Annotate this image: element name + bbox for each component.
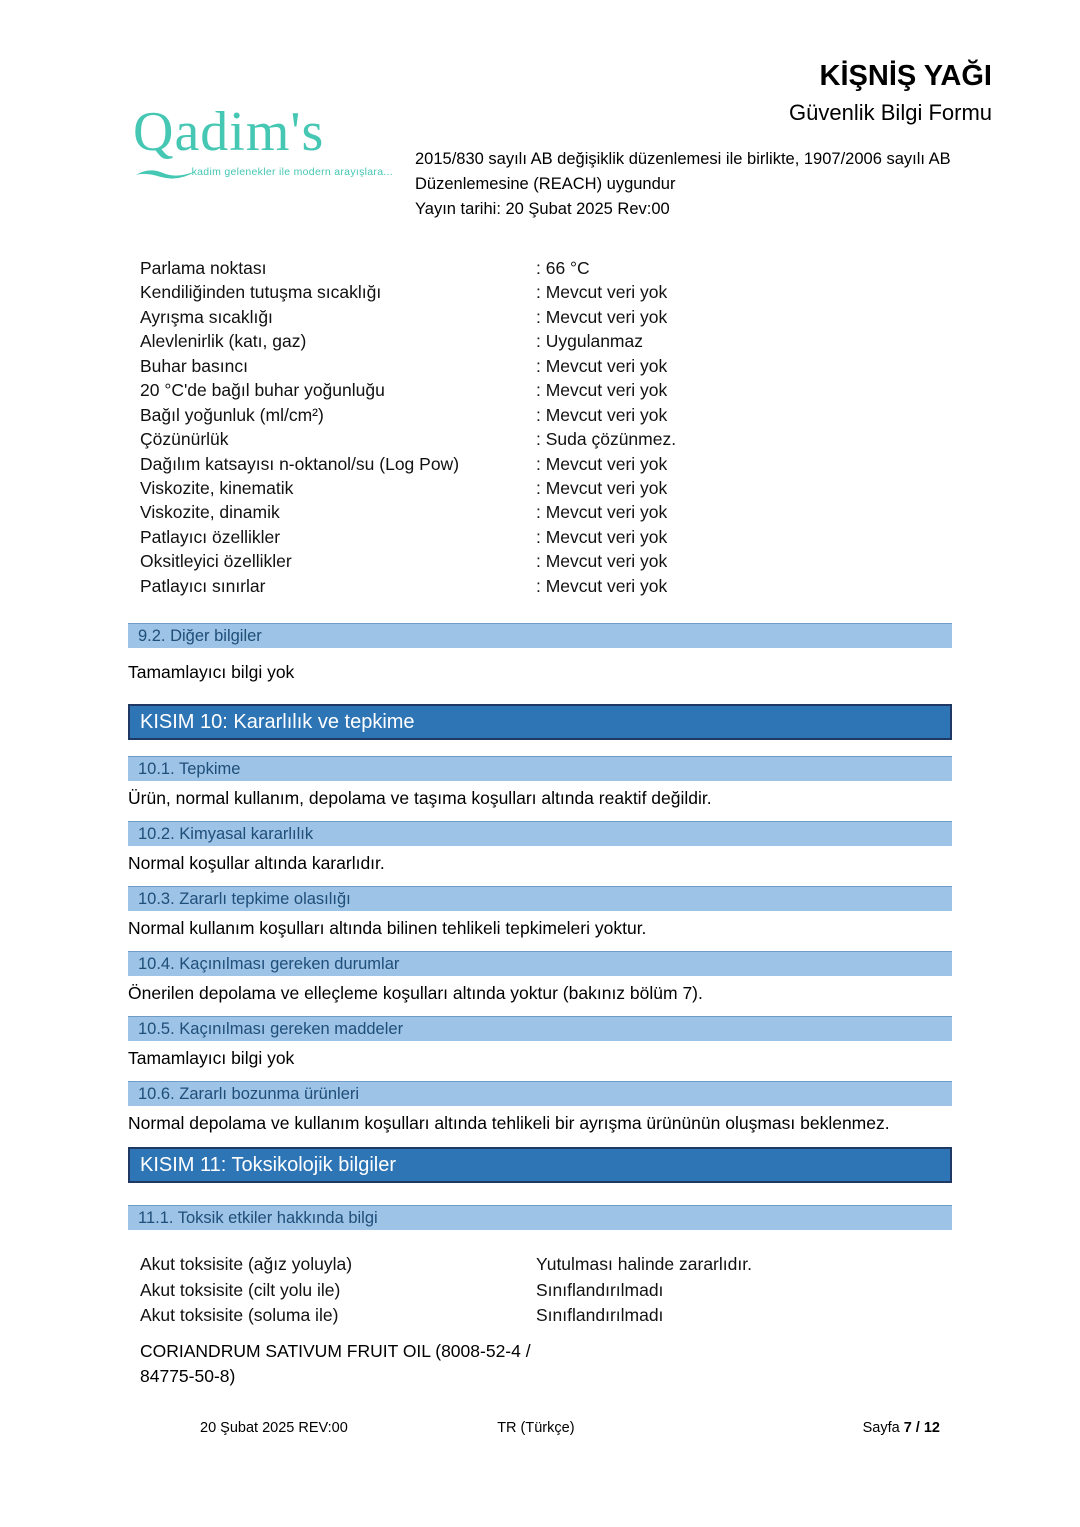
property-value: : Mevcut veri yok: [536, 355, 668, 376]
toxicity-row: [128, 1278, 952, 1304]
property-row: [128, 403, 952, 427]
property-label: Dağılım katsayısı n-oktanol/su (Log Pow): [140, 453, 460, 474]
compliance-statement: [415, 147, 980, 222]
property-value: : Mevcut veri yok: [536, 306, 668, 327]
property-row: [128, 329, 952, 353]
compliance-line-2: Düzenlemesine (REACH) uygundur: [415, 175, 676, 193]
section-header-kisim-11: KISIM 11: Toksikolojik bilgiler: [128, 1147, 952, 1183]
toxicity-label: Akut toksisite (ağız yoluyla): [140, 1254, 353, 1275]
property-value: : Mevcut veri yok: [536, 282, 668, 303]
document-type: Güvenlik Bilgi Formu: [789, 100, 992, 125]
subsection-body-9-2: Tamamlayıcı bilgi yok: [128, 662, 295, 683]
property-label: Viskozite, kinematik: [140, 477, 294, 498]
property-row: [128, 549, 952, 573]
property-label: Bağıl yoğunluk (ml/cm²): [140, 404, 324, 425]
property-value: : Mevcut veri yok: [536, 380, 668, 401]
subsection-header-10-1: 10.1. Tepkime: [128, 756, 952, 781]
subsection-body-10-1: Ürün, normal kullanım, depolama ve taşıma koşulları altında reaktif değildir.: [128, 788, 712, 809]
product-title: KİŞNİŞ YAĞI: [819, 60, 992, 92]
substance-identifier: CORIANDRUM SATIVUM FRUIT OIL (8008-52-4 / 84775-50-8): [140, 1340, 531, 1386]
section-header-kisim-10: KISIM 10: Kararlılık ve tepkime: [128, 704, 952, 740]
footer-language: TR (Türkçe): [497, 1420, 575, 1436]
logo-wave-icon: [135, 166, 197, 180]
property-row: [128, 500, 952, 524]
subsection-body-10-5: Tamamlayıcı bilgi yok: [128, 1048, 295, 1069]
subsection-header-10-6: 10.6. Zararlı bozunma ürünleri: [128, 1081, 952, 1106]
subsection-body-10-4: Önerilen depolama ve elleçleme koşulları altında yoktur (bakınız bölüm 7).: [128, 983, 703, 1004]
property-row: [128, 452, 952, 476]
document-content: [128, 256, 952, 1389]
document-title-block: [789, 60, 992, 126]
company-logo: [133, 101, 393, 178]
footer-page-value: 7 / 12: [903, 1420, 940, 1436]
company-logo-wordmark: Qadim's: [133, 101, 325, 163]
property-row: [128, 354, 952, 378]
property-value: : Suda çözünmez.: [536, 429, 677, 450]
property-row: [128, 574, 952, 598]
subsection-body-10-3: Normal kullanım koşulları altında bilinen tehlikeli tepkimeleri yoktur.: [128, 918, 647, 939]
property-row: [128, 427, 952, 451]
property-label: Ayrışma sıcaklığı: [140, 306, 273, 327]
property-value: : Mevcut veri yok: [536, 526, 668, 547]
property-label: Oksitleyici özellikler: [140, 551, 292, 572]
subsection-header-10-5: 10.5. Kaçınılması gereken maddeler: [128, 1016, 952, 1041]
property-value: : 66 °C: [536, 258, 590, 278]
toxicity-value: Sınıflandırılmadı: [536, 1305, 664, 1326]
toxicity-table: [128, 1252, 952, 1329]
property-label: Alevlenirlik (katı, gaz): [140, 331, 307, 352]
property-label: Patlayıcı sınırlar: [140, 575, 266, 596]
subsection-header-10-4: 10.4. Kaçınılması gereken durumlar: [128, 951, 952, 976]
page-footer: [128, 1420, 952, 1436]
footer-page-number: [672, 1420, 952, 1436]
property-row: [128, 476, 952, 500]
issue-date-line: Yayın tarihi: 20 Şubat 2025 Rev:00: [415, 200, 670, 218]
property-label: 20 °C'de bağıl buhar yoğunluğu: [140, 380, 385, 401]
physical-properties-list: [128, 256, 952, 598]
property-label: Kendiliğinden tutuşma sıcaklığı: [140, 282, 382, 303]
subsection-header-11-1: 11.1. Toksik etkiler hakkında bilgi: [128, 1205, 952, 1230]
property-label: Viskozite, dinamik: [140, 502, 280, 523]
property-value: : Mevcut veri yok: [536, 502, 668, 523]
property-value: : Mevcut veri yok: [536, 453, 668, 474]
property-label: Buhar basıncı: [140, 355, 248, 376]
footer-revision: 20 Şubat 2025 REV:00: [200, 1420, 348, 1436]
toxicity-row: [128, 1303, 952, 1329]
property-row: [128, 280, 952, 304]
property-row: [128, 378, 952, 402]
toxicity-value: Sınıflandırılmadı: [536, 1279, 664, 1300]
compliance-line-1: 2015/830 sayılı AB değişiklik düzenlemesi ile birlikte, 1907/2006 sayılı AB: [415, 150, 951, 168]
property-value: : Uygulanmaz: [536, 331, 643, 352]
subsection-header-9-2: 9.2. Diğer bilgiler: [128, 623, 952, 648]
property-value: : Mevcut veri yok: [536, 551, 668, 572]
property-value: : Mevcut veri yok: [536, 404, 668, 425]
toxicity-value: Yutulması halinde zararlıdır.: [536, 1254, 752, 1275]
footer-page-label: Sayfa: [862, 1420, 904, 1436]
property-value: : Mevcut veri yok: [536, 575, 668, 596]
toxicity-label: Akut toksisite (cilt yolu ile): [140, 1279, 341, 1300]
subsection-body-10-2: Normal koşullar altında kararlıdır.: [128, 853, 385, 874]
property-label: Parlama noktası: [140, 258, 267, 278]
property-row: [128, 256, 952, 280]
subsection-header-10-3: 10.3. Zararlı tepkime olasılığı: [128, 886, 952, 911]
company-logo-tagline: kadim gelenekler ile modern arayışlara...: [191, 166, 393, 178]
toxicity-label: Akut toksisite (soluma ile): [140, 1305, 339, 1326]
property-row: [128, 525, 952, 549]
subsection-header-10-2: 10.2. Kimyasal kararlılık: [128, 821, 952, 846]
subsection-body-10-6: Normal depolama ve kullanım koşulları altında tehlikeli bir ayrışma ürününün oluşması beklenmez.: [128, 1113, 890, 1134]
property-row: [128, 305, 952, 329]
property-label: Çözünürlük: [140, 429, 229, 450]
property-label: Patlayıcı özellikler: [140, 526, 281, 547]
toxicity-row: [128, 1252, 952, 1278]
property-value: : Mevcut veri yok: [536, 477, 668, 498]
